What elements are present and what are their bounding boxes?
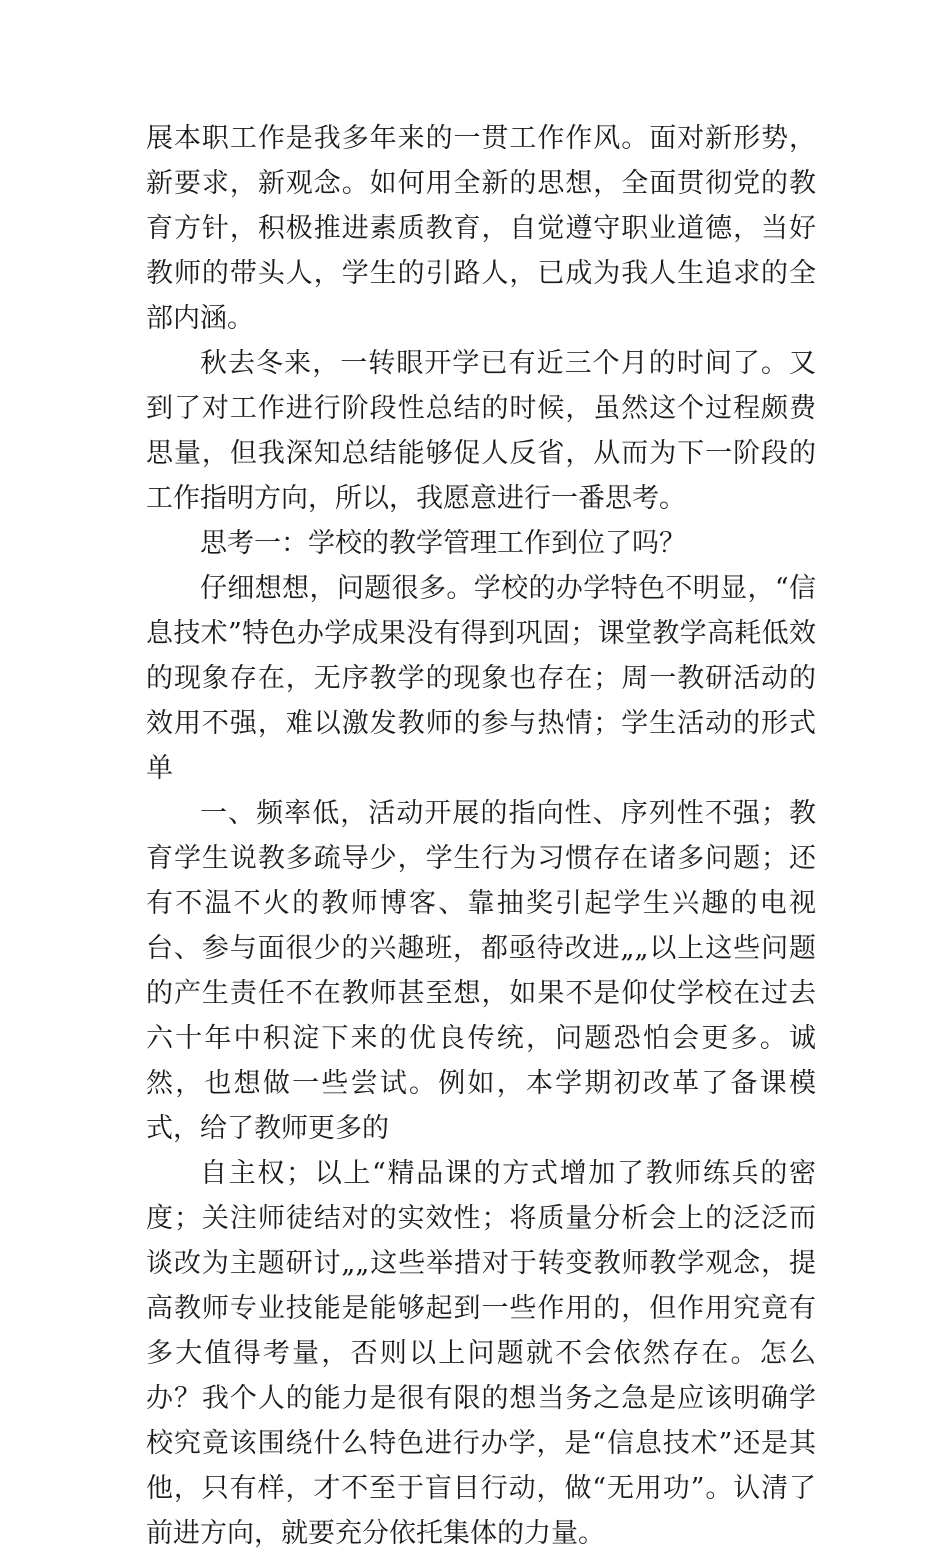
section-heading: 思考一：学校的教学管理工作到位了吗？ bbox=[200, 528, 686, 559]
document-body bbox=[146, 116, 816, 1556]
paragraph: 仔细想想，问题很多。学校的办学特色不明显，“信息技术”特色办学成果没有得到巩固；课堂教学高耗低效的现象存在，无序教学的现象也存在；周一教研活动的效用不强，难以激发教师的参与热情；学生活动的形式单 bbox=[146, 573, 816, 784]
paragraph: 自主权；以上“精品课的方式增加了教师练兵的密度；关注师徒结对的实效性；将质量分析会上的泛泛而谈改为主题研讨„„这些举措对于转变教师教学观念，提高教师专业技能是能够起到一些作用的，但作用究竟有多大值得考量，否则以上问题就不会依然存在。怎么办？我个人的能力是很有限的想当务之急是应该明确学校究竟该围绕什么特色进行办学，是“信息技术”还是其他，只有样，才不至于盲目行动，做“无用功”。认清了前进方向，就要充分依托集体的力量。 bbox=[146, 1158, 816, 1549]
paragraph-continued: 展本职工作是我多年来的一贯工作作风。面对新形势，新要求，新观念。如何用全新的思想，全面贯彻党的教育方针，积极推进素质教育，自觉遵守职业道德，当好教师的带头人，学生的引路人，已成为我人生追求的全部内涵。 bbox=[146, 123, 816, 334]
paragraph: 一、频率低，活动开展的指向性、序列性不强；教育学生说教多疏导少，学生行为习惯存在诸多问题；还有不温不火的教师博客、靠抽奖引起学生兴趣的电视台、参与面很少的兴趣班，都亟待改进„„以上这些问题的产生责任不在教师甚至想，如果不是仰仗学校在过去六十年中积淀下来的优良传统，问题恐怕会更多。诚然，也想做一些尝试。例如，本学期初改革了备课模式，给了教师更多的 bbox=[146, 798, 816, 1144]
paragraph: 秋去冬来，一转眼开学已有近三个月的时间了。又到了对工作进行阶段性总结的时候，虽然这个过程颇费思量，但我深知总结能够促人反省，从而为下一阶段的工作指明方向，所以，我愿意进行一番思考。 bbox=[146, 348, 816, 514]
